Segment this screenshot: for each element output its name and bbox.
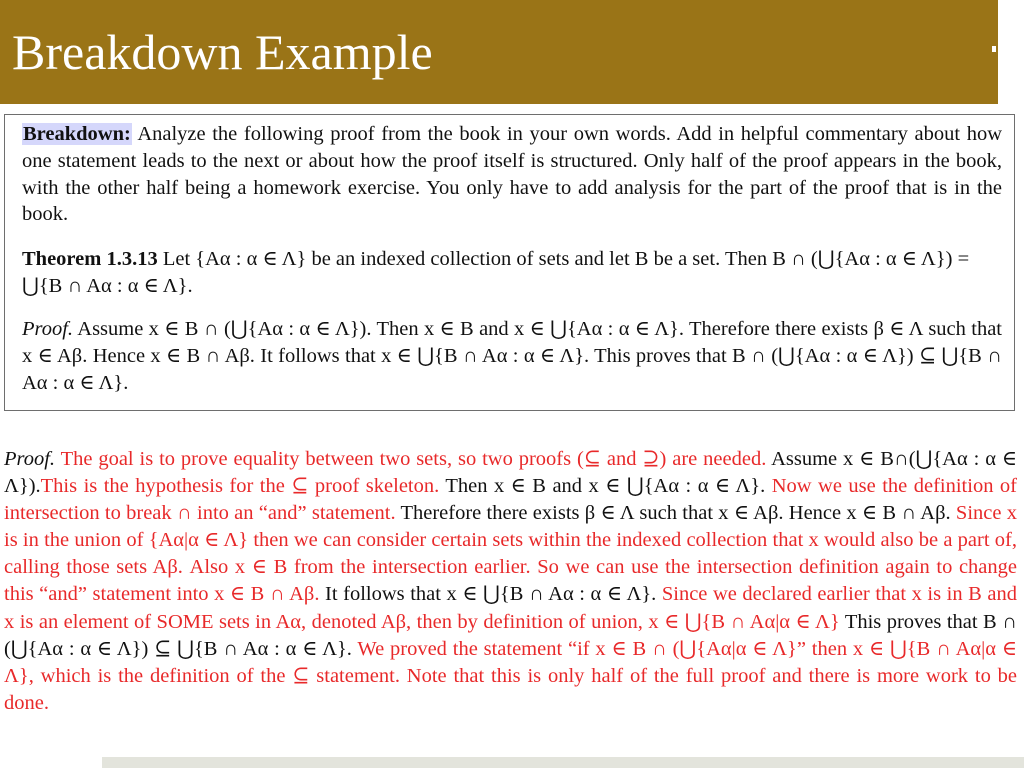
- proof-segment: Now we use the definition of intersection to break ∩ into an “and” statement.: [4, 475, 1017, 525]
- theorem-text: Let {Aα : α ∈ Λ} be an indexed collection of sets and let B be a set. Then B ∩ (⋃{Aα : α ∈ Λ}) = ⋃{B ∩ Aα : α ∈ Λ}.: [22, 248, 970, 297]
- proof-segment: Then x ∈ B and x ∈ ⋃{Aα : α ∈ Λ}.: [439, 475, 766, 498]
- proof-segment: The goal is to prove equality between two sets, so two proofs (⊆ and ⊇) are needed.: [55, 448, 767, 470]
- proof-segment: Therefore there exists β ∈ Λ such that x ∈ Aβ. Hence x ∈ B ∩ Aβ.: [395, 502, 951, 525]
- proof-segment: It follows that x ∈ ⋃{B ∩ Aα : α ∈ Λ}.: [319, 583, 657, 606]
- book-proof-label: Proof.: [22, 318, 74, 340]
- student-proof-label: Proof.: [4, 448, 56, 470]
- book-proof: [22, 316, 1002, 396]
- breakdown-text: Analyze the following proof from the book in your own words. Add in helpful commentary about how one statement leads to the next or about how the proof itself is structured. Only half of the proof appears in the book, with the other half being a homework exercise. You only have to add analysis for the part of the proof that is in the book.: [22, 123, 1002, 226]
- proof-segment: Since we declared earlier that x is in B and x is an element of SOME sets in Aα, denoted Aβ, then by definition of union, x ∈ ⋃{B ∩ Aα|α ∈ Λ}: [4, 583, 1018, 633]
- proof-segment: This proves that B ∩ (⋃{Aα : α ∈ Λ}) ⊆ ⋃{B ∩ Aα : α ∈ Λ}.: [4, 610, 1017, 660]
- theorem-label: Theorem 1.3.13: [22, 248, 158, 270]
- book-proof-text: Assume x ∈ B ∩ (⋃{Aα : α ∈ Λ}). Then x ∈ B and x ∈ ⋃{Aα : α ∈ Λ}. Therefore there exists β ∈ Λ such that x ∈ Aβ. Hence x ∈ B ∩ Aβ. It follows that x ∈ ⋃{B ∩ Aα : α ∈ Λ}. This proves that B ∩ (⋃{Aα : α ∈ Λ}) ⊆ ⋃{B ∩ Aα : α ∈ Λ}.: [22, 318, 1002, 394]
- proof-segment: Since x is in the union of {Aα|α ∈ Λ} then we can consider certain sets within the indexed collection that x would also be a part of, calling those sets Aβ. Also x ∈ B from the intersection earlier. So we can use the intersection definition again to change this “and” statement into x ∈ B ∩ Aβ.: [4, 502, 1018, 606]
- theorem-statement: [22, 246, 1002, 300]
- breakdown-instructions: [22, 121, 1002, 228]
- proof-segment: This is the hypothesis for the ⊆ proof skeleton.: [40, 475, 440, 498]
- proof-segment: Assume x ∈ B∩(⋃{Aα : α ∈ Λ}).: [4, 448, 1017, 498]
- student-proof-paragraph: [4, 446, 1017, 717]
- textbook-excerpt-box: [4, 114, 1015, 411]
- title-bar: [0, 0, 998, 104]
- bottom-strip: [102, 757, 1024, 768]
- breakdown-label: Breakdown:: [23, 123, 131, 145]
- slide-title: Breakdown Example: [12, 24, 433, 80]
- student-breakdown: [0, 442, 1024, 742]
- proof-segment: We proved the statement “if x ∈ B ∩ (⋃{Aα|α ∈ Λ}” then x ∈ ⋃{B ∩ Aα|α ∈ Λ}, which is the definition of the ⊆ statement. Note that this is only half of the full proof and there is more work to be done.: [4, 637, 1017, 714]
- title-bar-mark: [992, 46, 996, 52]
